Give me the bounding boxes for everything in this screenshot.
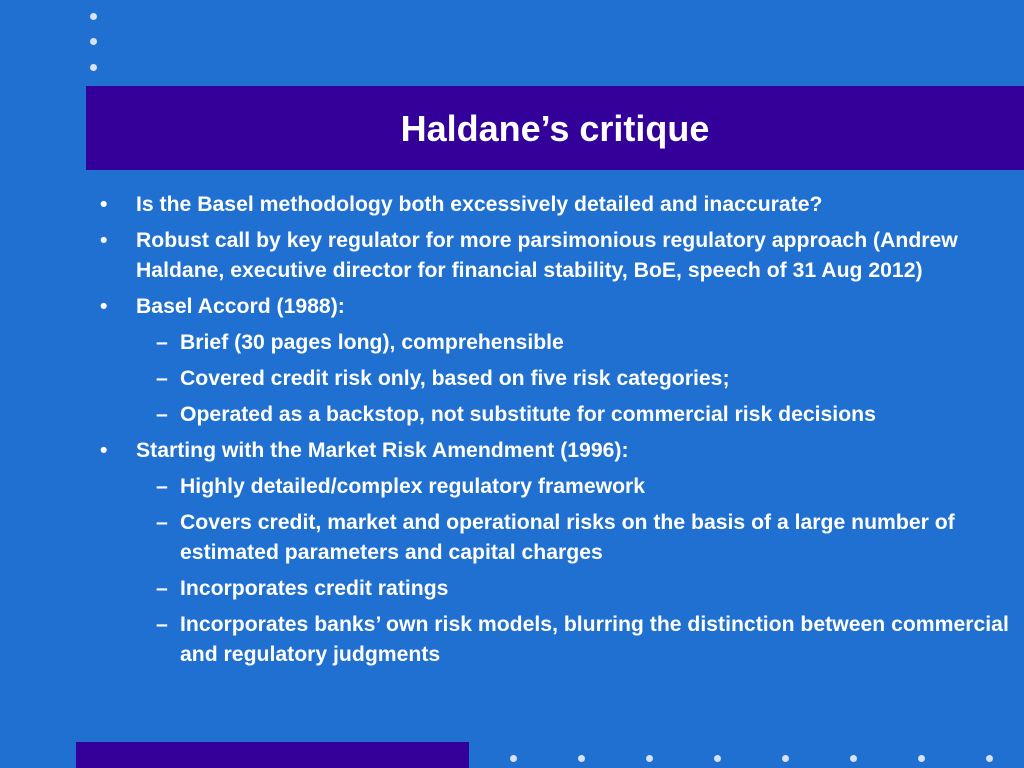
sub-bullet-item [100,508,1015,568]
sub-bullet-item [100,328,1015,358]
bullet-marker: • [100,295,108,318]
sub-bullet-text: Covers credit, market and operational risks on the basis of a large number of estimated parameters and capital charges [180,511,955,564]
sub-bullet-marker: – [156,403,168,426]
bullet-item [100,190,1015,220]
sub-bullet-marker: – [156,367,168,390]
decorative-dot [782,755,789,762]
footer-bar [76,742,469,768]
bullet-item [100,292,1015,322]
decorative-dot [850,755,857,762]
decorative-dot [646,755,653,762]
sub-bullet-item [100,472,1015,502]
bullet-item [100,436,1015,466]
sub-bullet-item [100,400,1015,430]
bullet-list [100,190,1015,676]
bullet-text: Robust call by key regulator for more parsimonious regulatory approach (Andrew Haldane, executive director for financial stability, BoE, speech of 31 Aug 2012) [136,229,958,282]
sub-bullet-text: Brief (30 pages long), comprehensible [180,331,564,354]
sub-bullet-marker: – [156,475,168,498]
decorative-dot [918,755,925,762]
bullet-marker: • [100,193,108,216]
bullet-text: Is the Basel methodology both excessively detailed and inaccurate? [136,193,823,216]
decorative-dot [578,755,585,762]
sub-bullet-text: Incorporates credit ratings [180,577,449,600]
bullet-text: Starting with the Market Risk Amendment (1996): [136,439,629,462]
sub-bullet-item [100,610,1015,670]
decorative-dot [90,38,97,45]
decorative-dot [986,755,993,762]
sub-bullet-item [100,364,1015,394]
bullet-marker: • [100,229,108,252]
sub-bullet-item [100,574,1015,604]
bullet-marker: • [100,439,108,462]
sub-bullet-marker: – [156,613,168,636]
sub-bullet-text: Highly detailed/complex regulatory framework [180,475,646,498]
bullet-text: Basel Accord (1988): [136,295,345,318]
sub-bullet-marker: – [156,331,168,354]
sub-bullet-text: Covered credit risk only, based on five risk categories; [180,367,730,390]
sub-bullet-marker: – [156,577,168,600]
bullet-item [100,226,1015,286]
slide-title: Haldane’s critique [400,108,710,149]
decorative-dot [90,64,97,71]
decorative-dot [714,755,721,762]
decorative-dot [510,755,517,762]
sub-bullet-marker: – [156,511,168,534]
sub-bullet-text: Operated as a backstop, not substitute for commercial risk decisions [180,403,876,426]
decorative-dot [90,13,97,20]
sub-bullet-text: Incorporates banks’ own risk models, blurring the distinction between commercial and regulatory judgments [180,613,1009,666]
